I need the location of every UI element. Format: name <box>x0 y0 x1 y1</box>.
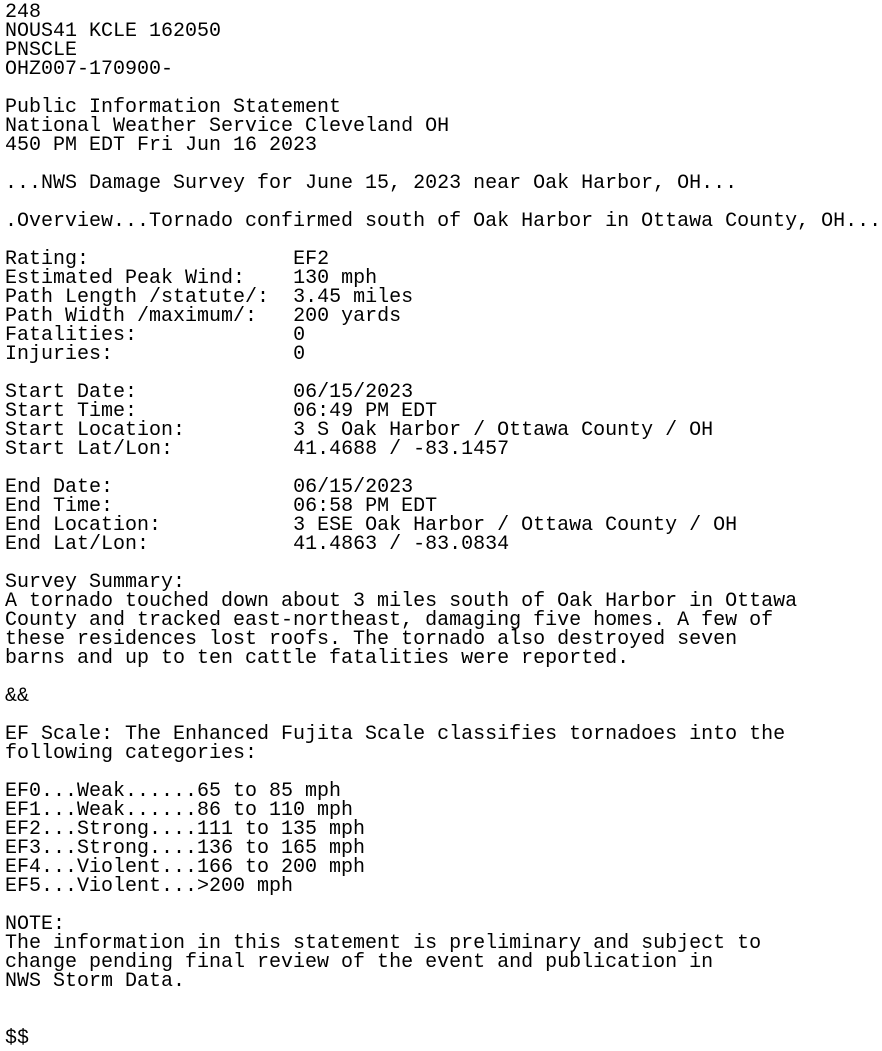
note-line: NWS Storm Data. <box>5 970 186 993</box>
kv-label: End Date: <box>5 476 114 499</box>
kv-value: 41.4688 / -83.1457 <box>293 438 510 461</box>
kv-row <box>5 440 882 459</box>
kv-label: Path Length /statute/: <box>5 286 270 309</box>
ef-category: EF4...Violent...166 to 200 mph <box>5 856 366 879</box>
ef-scale-intro: following categories: <box>5 742 258 765</box>
ef-category: EF3...Strong....136 to 165 mph <box>5 837 366 860</box>
kv-row <box>5 535 882 554</box>
blank-line <box>5 991 882 1010</box>
kv-label: Start Time: <box>5 400 138 423</box>
summary-line: barns and up to ten cattle fatalities were reported. <box>5 647 630 670</box>
kv-value: 3 ESE Oak Harbor / Ottawa County / OH <box>293 514 738 537</box>
kv-label: End Lat/Lon: <box>5 533 150 556</box>
kv-label: Estimated Peak Wind: <box>5 267 246 290</box>
ugc-code: OHZ007-170900- <box>5 58 174 81</box>
note-line: The information in this statement is preliminary and subject to <box>5 932 762 955</box>
ef-scale-intro: EF Scale: The Enhanced Fujita Scale classifies tornadoes into the <box>5 723 786 746</box>
headline: ...NWS Damage Survey for June 15, 2023 near Oak Harbor, OH... <box>5 172 738 195</box>
kv-value: 41.4863 / -83.0834 <box>293 533 510 556</box>
kv-value: 3.45 miles <box>293 286 414 309</box>
kv-pad <box>149 533 293 556</box>
kv-label: End Location: <box>5 514 162 537</box>
kv-label: End Time: <box>5 495 114 518</box>
awips-id: PNSCLE <box>5 39 78 62</box>
kv-pad <box>173 438 293 461</box>
start-section <box>5 383 882 459</box>
end-marker: $$ <box>5 1027 30 1050</box>
note-line: change pending final review of the event and publication in <box>5 951 714 974</box>
kv-value: 130 mph <box>293 267 378 290</box>
kv-label: Start Lat/Lon: <box>5 438 174 461</box>
blank-line <box>5 896 882 915</box>
kv-value: EF2 <box>293 248 330 271</box>
issuing-office: National Weather Service Cleveland OH <box>5 115 450 138</box>
kv-label: Path Width /maximum/: <box>5 305 258 328</box>
kv-value: 06/15/2023 <box>293 476 414 499</box>
blank-line <box>5 1010 882 1029</box>
blank-line <box>5 668 882 687</box>
stats-section <box>5 250 882 364</box>
kv-label: Start Date: <box>5 381 138 404</box>
product-title: Public Information Statement <box>5 96 342 119</box>
ef-category: EF5...Violent...>200 mph <box>5 875 294 898</box>
kv-value: 06:58 PM EDT <box>293 495 438 518</box>
note-heading: NOTE: <box>5 913 66 936</box>
summary-heading: Survey Summary: <box>5 571 186 594</box>
sequence-number: 248 <box>5 1 42 24</box>
summary-line: these residences lost roofs. The tornado also destroyed seven <box>5 628 738 651</box>
kv-value: 06:49 PM EDT <box>293 400 438 423</box>
kv-label: Start Location: <box>5 419 186 442</box>
kv-label: Injuries: <box>5 343 114 366</box>
issue-time: 450 PM EDT Fri Jun 16 2023 <box>5 134 318 157</box>
kv-row <box>5 345 882 364</box>
kv-value: 0 <box>293 343 306 366</box>
wmo-header: NOUS41 KCLE 162050 <box>5 20 222 43</box>
overview: .Overview...Tornado confirmed south of Oak Harbor in Ottawa County, OH... <box>5 210 882 233</box>
ef-category: EF2...Strong....111 to 135 mph <box>5 818 366 841</box>
kv-label: Rating: <box>5 248 90 271</box>
kv-value: 200 yards <box>293 305 402 328</box>
end-section <box>5 478 882 554</box>
ef-category: EF0...Weak......65 to 85 mph <box>5 780 342 803</box>
ef-category: EF1...Weak......86 to 110 mph <box>5 799 354 822</box>
summary-line: A tornado touched down about 3 miles south of Oak Harbor in Ottawa <box>5 590 798 613</box>
kv-value: 06/15/2023 <box>293 381 414 404</box>
kv-value: 0 <box>293 324 306 347</box>
kv-pad <box>113 343 293 366</box>
kv-label: Fatalities: <box>5 324 138 347</box>
kv-value: 3 S Oak Harbor / Ottawa County / OH <box>293 419 714 442</box>
summary-line: County and tracked east-northeast, damaging five homes. A few of <box>5 609 774 632</box>
section-separator: && <box>5 685 30 708</box>
